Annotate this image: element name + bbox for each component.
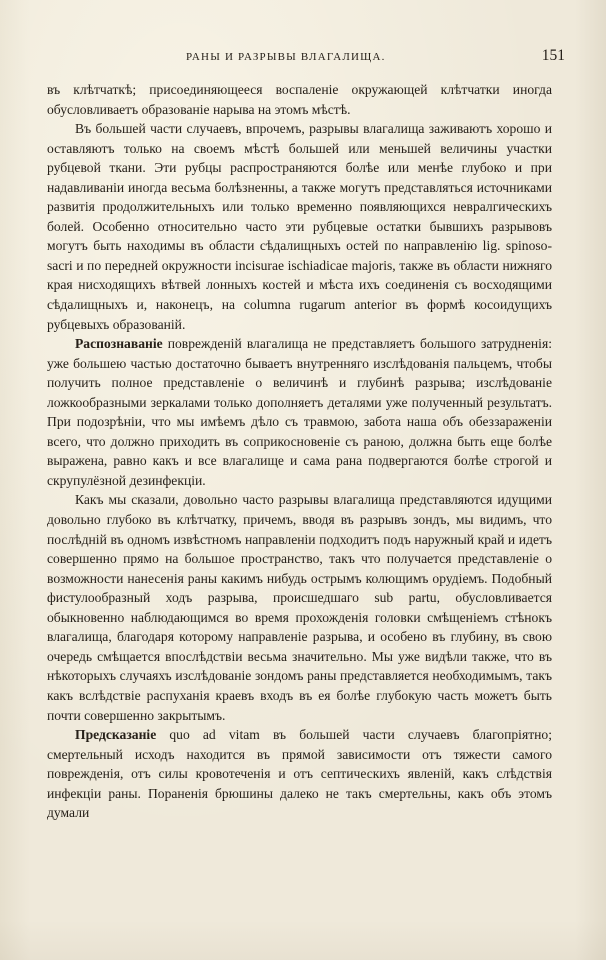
paragraph-diagnosis [47, 334, 552, 490]
body-text [47, 80, 552, 823]
paragraph-text: Какъ мы сказали, довольно часто разрывы влагалища представляются идущими довольно глубоко въ клѣтчатку, причемъ, вводя въ разрывъ зондъ, мы видимъ, что послѣдній въ одномъ извѣстномъ направленіи подходитъ подъ наружный край и идетъ совершенно прямо на большое пространство, такъ что получается представленіе о возможности нанесенія раны какимъ нибудь острымъ колющимъ орудіемъ. Подобный фистулообразный ходъ разрыва, происшедшаго sub partu, обусловливается обыкновенно наблюдающимся во время прохожденія головки смѣщеніемъ стѣнокъ влагалища, благодаря которому направленіе разрыва, и особено въ глубину, въ свою очередь смѣщается впослѣдствіи весьма значительно. Мы уже видѣли также, что въ нѣкоторыхъ случаяхъ изслѣдованіе зондомъ раны представляется необходимымъ, такъ какъ вслѣдствіе распуханія краевъ входъ въ ея болѣе глубокую часть можетъ быть почти совершенно закрытымъ. [47, 492, 552, 723]
paragraph-continuation [47, 80, 552, 119]
section-label-diagnosis: Распознаваніе [75, 336, 163, 352]
paragraph-text: поврежденій влагалища не представляетъ большого затрудненія: уже большею частью достаточно бываетъ внутренняго изслѣдованія пальцемъ, чтобы получить полное представленіе о величинѣ и глубинѣ разрыва; изслѣдованіе ложкообразными зеркалами только дополняетъ деталями уже полученный результатъ. При подозрѣніи, что мы имѣемъ дѣло съ травмою, забота наша объ обеззараженіи всего, что должно приходить въ соприкосновеніе съ раною, должна быть еще болѣе выражена, равно какъ и все влагалище и сама рана подвергаются болѣе строгой и скрупулёзной дезинфекціи. [47, 336, 552, 488]
paragraph-text: quo ad vitam въ большей части случаевъ благопріятно; смертельный исходъ находится въ прямой зависимости отъ тяжести самого поврежденія, отъ силы кровотеченія и отъ септическихъ явленій, какъ слѣдствія инфекціи раны. Пораненія брюшины далеко не такъ смертельны, какъ объ этомъ думали [47, 727, 552, 821]
page-shading [0, 920, 606, 960]
paragraph-prognosis [47, 725, 552, 823]
running-head [46, 47, 581, 69]
running-title: РАНЫ И РАЗРЫВЫ ВЛАГАЛИЩА. [186, 51, 386, 63]
paragraph-scars [47, 119, 552, 334]
page-number: 151 [541, 47, 565, 64]
paragraph-text: Въ большей части случаевъ, впрочемъ, разрывы влагалища заживаютъ хорошо и оставляютъ только на своемъ мѣстѣ большей или меньшей величины участки рубцевой ткани. Эти рубцы распространяются болѣе или менѣе глубоко и при надавливаніи иногда весьма болѣзненны, а также могутъ представляться источниками развитія продолжительныхъ или только временно появляющихся невралгическихъ болей. Особенно относительно часто эти рубцевые остатки бывшихъ разрывовъ могутъ быть находимы въ области сѣдалищныхъ остей по направленію lig. spinoso-sacri и по передней окружности incisurae ischiadicae majoris, также въ области нижняго края нисходящихъ вѣтвей лонныхъ костей и мѣста ихъ соединенія съ восходящими сѣдалищныхъ и, наконецъ, на columna rugarum anterior въ формѣ косоидущихъ рубцевыхъ образованій. [47, 121, 552, 332]
paragraph-probe [47, 490, 552, 725]
section-label-prognosis: Предсказаніе [75, 727, 157, 743]
paragraph-text: въ клѣтчаткѣ; присоединяющееся воспаленіе окружающей клѣтчатки иногда обусловливаетъ образованіе нарыва на этомъ мѣстѣ. [47, 82, 552, 117]
